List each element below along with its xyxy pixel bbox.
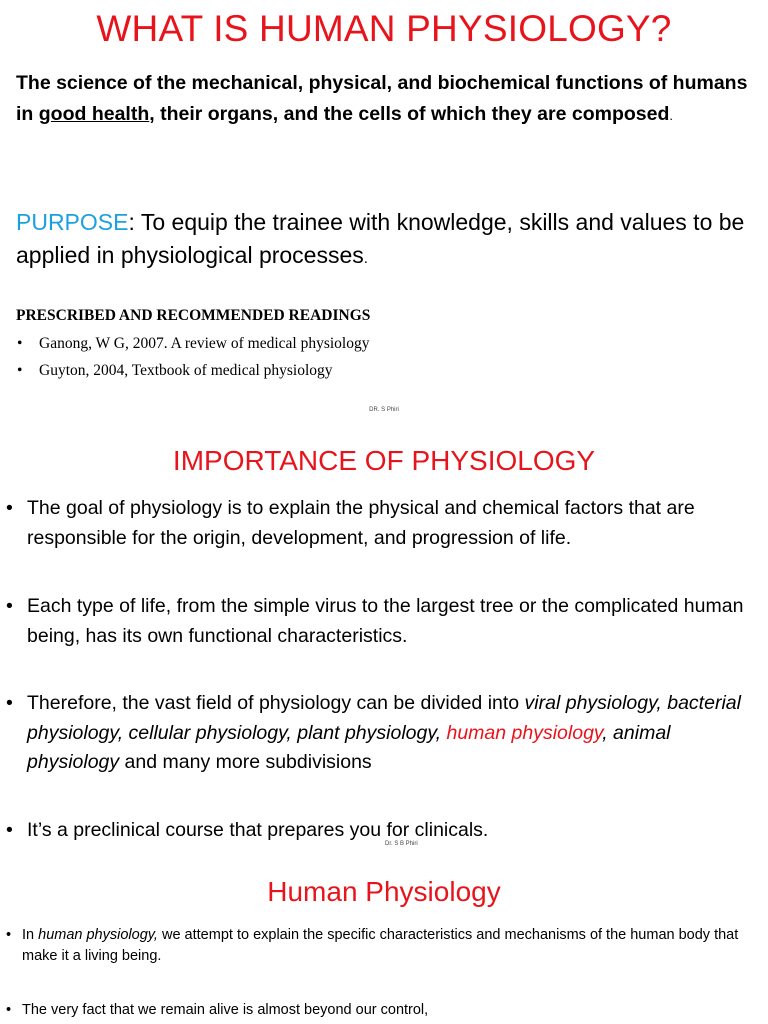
importance-bullet — [6, 689, 762, 778]
importance-bullet — [6, 494, 762, 553]
definition-underlined: good health — [38, 103, 150, 125]
slide-title-importance: IMPORTANCE OF PHYSIOLOGY — [172, 445, 596, 476]
purpose-text: : To equip the trainee with knowledge, skills and values to be applied in physiological processes — [16, 209, 745, 268]
s3-bullet1-lead: In — [22, 927, 39, 943]
definition-paragraph — [16, 68, 761, 131]
s3-bullet1-tail: we attempt to explain the specific characteristics and mechanisms of the human body that make it a living being. — [22, 927, 739, 964]
human-physiology-bullet — [6, 925, 762, 967]
bullet-glyph: • — [6, 927, 12, 943]
reading-item — [17, 335, 369, 353]
bullet-glyph: • — [6, 595, 13, 617]
readings-heading: PRESCRIBED AND RECOMMENDED READINGS — [16, 307, 371, 324]
importance-bullet-text — [27, 689, 762, 778]
purpose-end: . — [363, 250, 368, 267]
slide-footer-author: DR. S Phiri — [369, 407, 399, 413]
bullet3-italic-animal: , animal physiology — [27, 721, 671, 773]
definition-text-2: , their organs, and the cells of which they are composed — [149, 103, 670, 125]
bullet3-lead: Therefore, the vast field of physiology can be divided into — [27, 692, 525, 714]
purpose-label: PURPOSE — [16, 209, 129, 235]
bullet3-human-physiology: human physiology — [446, 721, 603, 744]
bullet-glyph: • — [6, 692, 13, 714]
bullet3-italic-list: viral physiology, bacterial physiology, cellular physiology, plant physiology, — [27, 692, 741, 744]
bullet-glyph: • — [17, 335, 23, 352]
reading-item-text: Ganong, W G, 2007. A review of medical physiology — [39, 335, 370, 352]
human-physiology-bullet-text: The very fact that we remain alive is almost beyond our control, — [22, 1002, 429, 1018]
bullet3-tail: and many more subdivisions — [119, 751, 372, 773]
bullet-glyph: • — [17, 362, 23, 379]
purpose-paragraph — [16, 206, 761, 275]
slide-title-human-physiology: Human Physiology — [267, 876, 501, 907]
s3-bullet1-italic: human physiology, — [38, 927, 158, 943]
importance-bullet-text: Each type of life, from the simple virus to the largest tree or the complicated human being, has its own functional characteristics. — [27, 595, 744, 647]
definition-text-1: The science of the mechanical, physical, and biochemical functions of humans in — [16, 72, 748, 125]
importance-bullet — [6, 816, 762, 846]
slide-title-what-is-human-physiology: WHAT IS HUMAN PHYSIOLOGY? — [96, 8, 672, 49]
importance-bullet-text: The goal of physiology is to explain the physical and chemical factors that are responsible for the origin, development, and progression of life. — [27, 497, 695, 549]
bullet-glyph: • — [6, 819, 13, 841]
human-physiology-bullet-text — [22, 925, 762, 967]
reading-item-text: Guyton, 2004, Textbook of medical physiology — [39, 362, 333, 379]
importance-bullet — [6, 592, 762, 651]
definition-end: . — [669, 108, 673, 123]
importance-bullet-text: It’s a preclinical course that prepares you for clinicals. — [27, 819, 489, 841]
bullet-glyph: • — [6, 1002, 12, 1018]
human-physiology-bullet — [6, 1000, 762, 1021]
slide-footer-author: Dr. S B Phiri — [385, 841, 418, 847]
reading-item — [17, 362, 333, 380]
bullet-glyph: • — [6, 497, 13, 519]
